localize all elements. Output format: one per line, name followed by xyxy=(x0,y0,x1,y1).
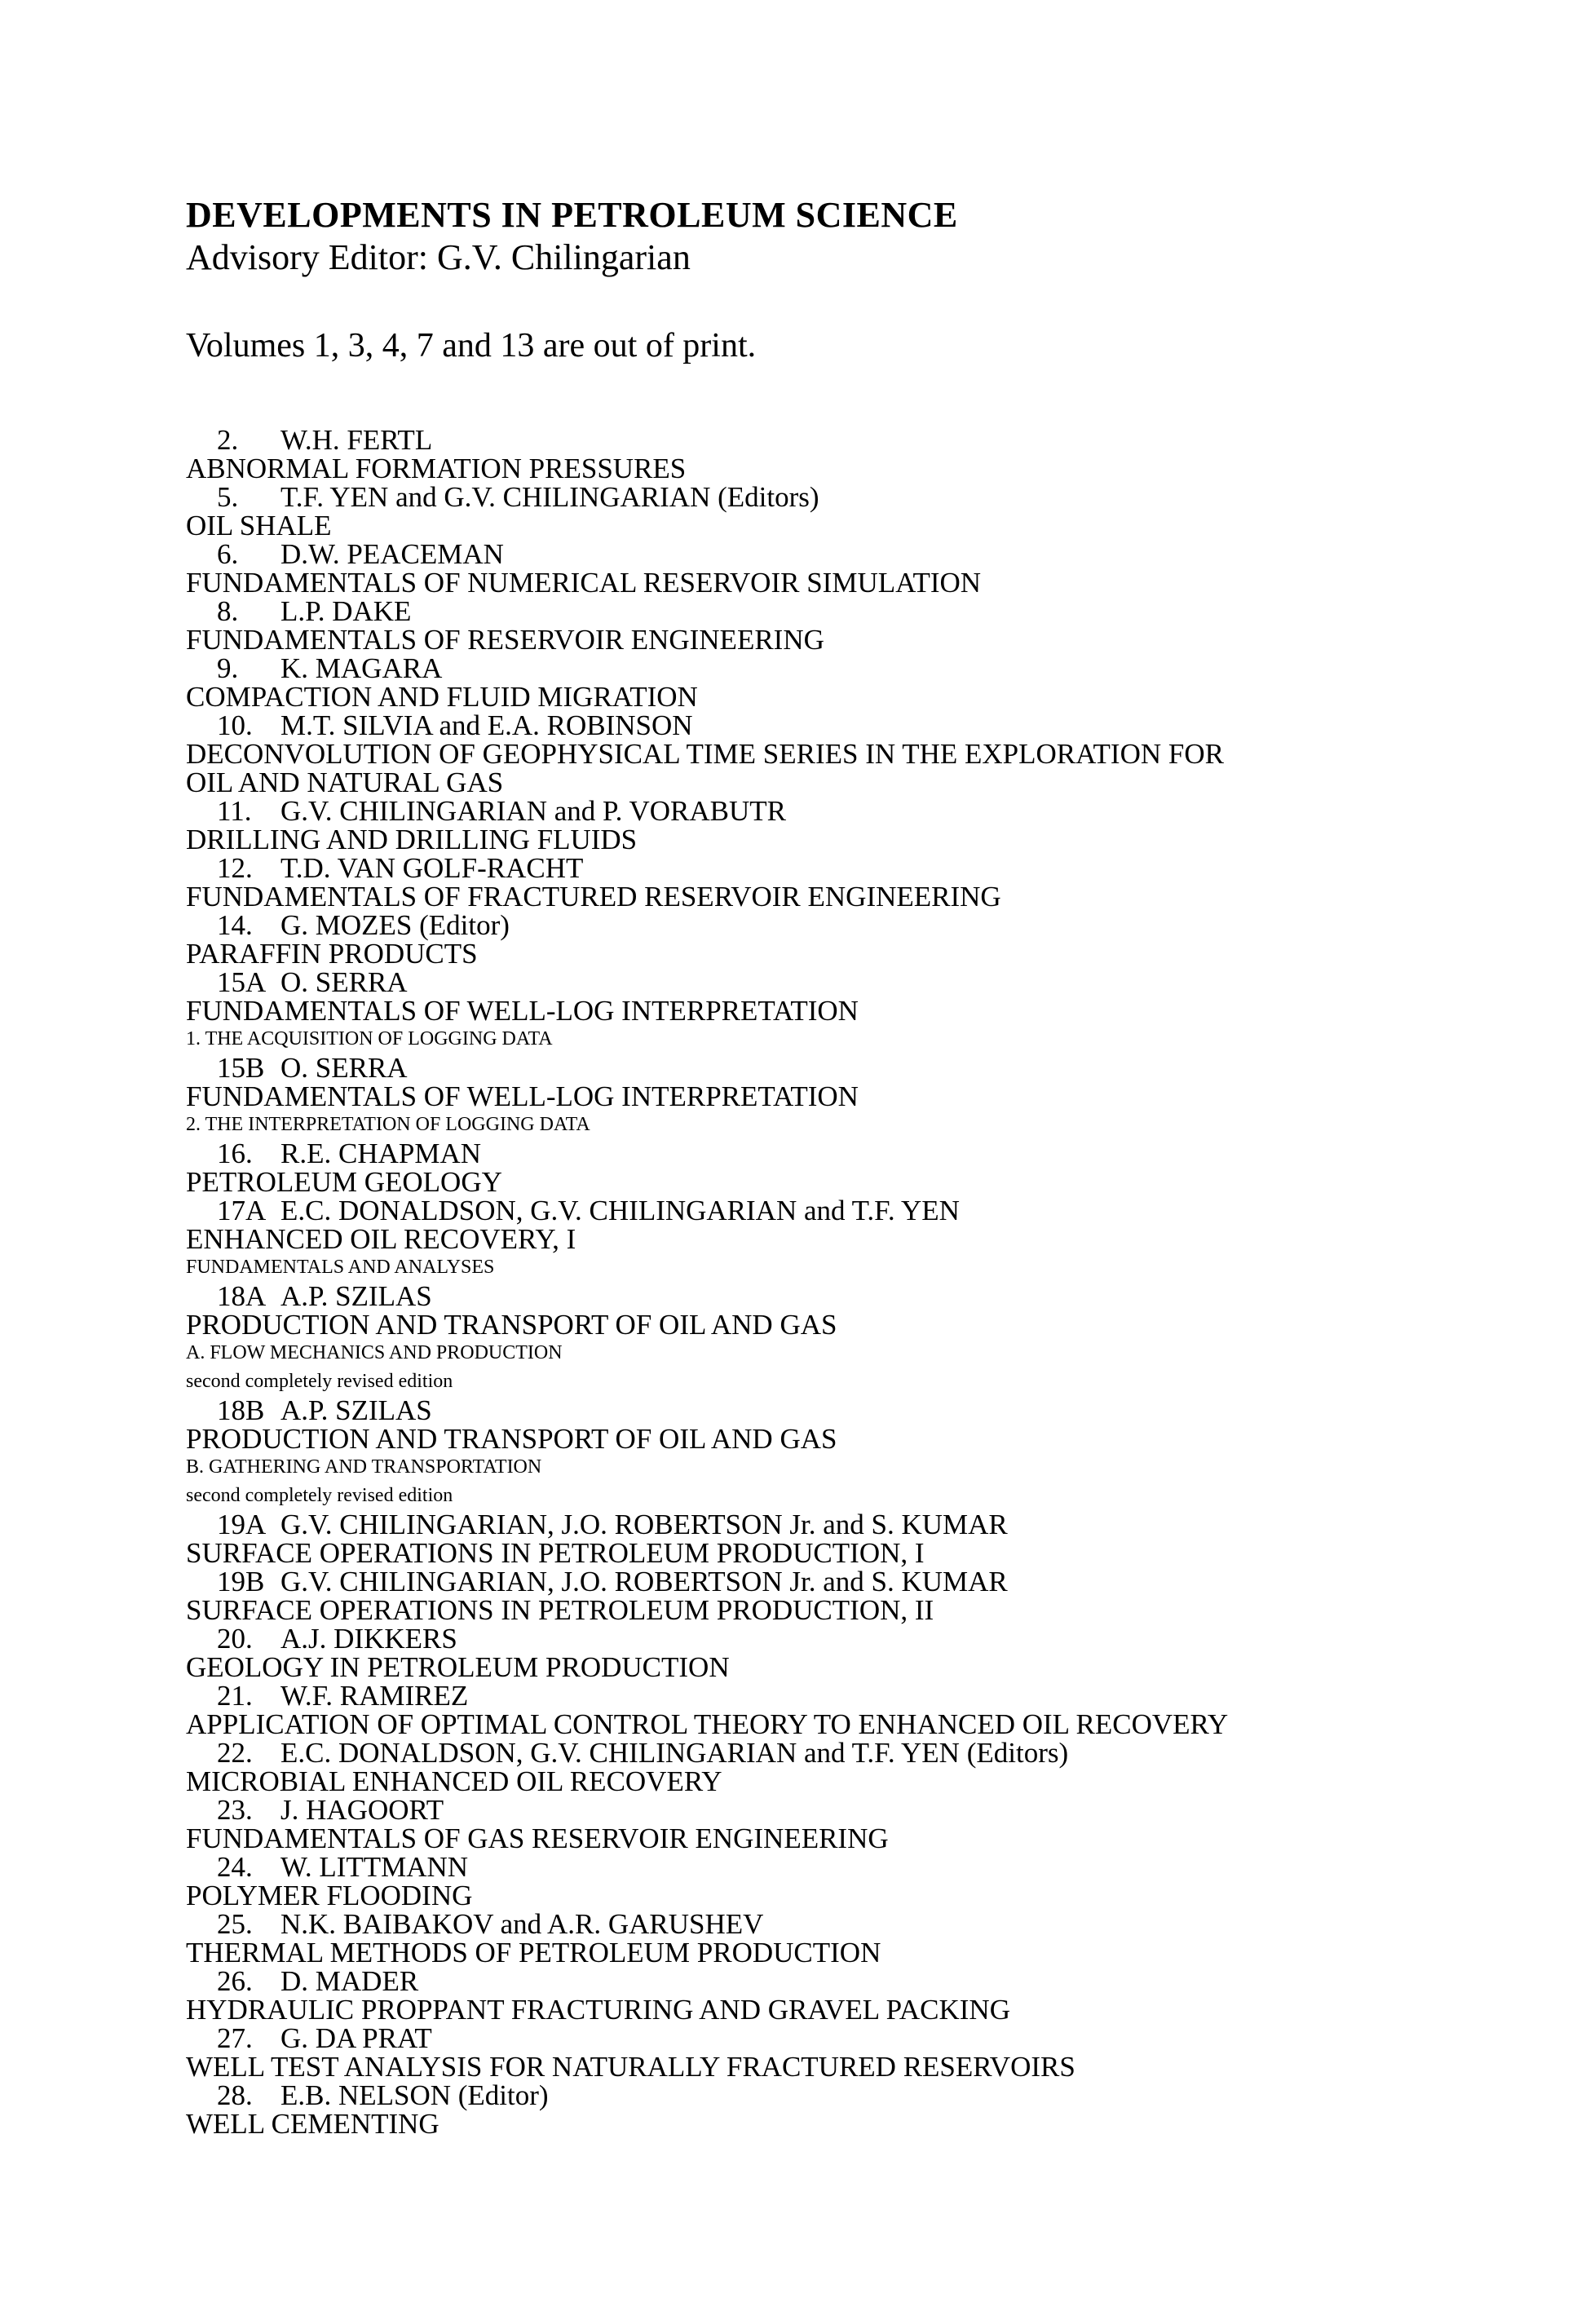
volume-author-line xyxy=(186,1139,1572,1168)
volume-title: FUNDAMENTALS OF WELL-LOG INTERPRETATION xyxy=(186,1080,859,1112)
volume-number: 16. xyxy=(217,1138,253,1169)
out-of-print-note: Volumes 1, 3, 4, 7 and 13 are out of print. xyxy=(186,327,757,365)
volume-number: 8. xyxy=(217,595,239,627)
volume-subtitle: A. FLOW MECHANICS AND PRODUCTION xyxy=(186,1342,563,1363)
volume-title: COMPACTION AND FLUID MIGRATION xyxy=(186,681,698,713)
volume-author: A.J. DIKKERS xyxy=(280,1623,457,1655)
volume-number: 19A xyxy=(217,1509,267,1540)
series-title: DEVELOPMENTS IN PETROLEUM SCIENCE xyxy=(186,195,958,235)
volume-author-line xyxy=(186,854,1572,882)
volume-author-line xyxy=(186,1196,1572,1225)
volume-title: WELL CEMENTING xyxy=(186,2108,439,2140)
volume-edition: second completely revised edition xyxy=(186,1485,453,1506)
volume-title: PRODUCTION AND TRANSPORT OF OIL AND GAS xyxy=(186,1423,837,1455)
volume-title: HYDRAULIC PROPPANT FRACTURING AND GRAVEL PACKING xyxy=(186,1994,1010,2026)
volume-author: G.V. CHILINGARIAN and P. VORABUTR xyxy=(280,795,786,827)
volume-author-line xyxy=(186,1853,1572,1881)
volume-author: E.C. DONALDSON, G.V. CHILINGARIAN and T.F. YEN (Editors) xyxy=(280,1737,1069,1769)
volume-number: 18B xyxy=(217,1394,265,1426)
volume-author: D. MADER xyxy=(280,1965,419,1997)
series-header xyxy=(186,194,1491,279)
volume-title: FUNDAMENTALS OF GAS RESERVOIR ENGINEERING xyxy=(186,1823,889,1854)
volume-number: 10. xyxy=(217,709,253,741)
volume-title: MICROBIAL ENHANCED OIL RECOVERY xyxy=(186,1765,722,1797)
volume-title: FUNDAMENTALS OF RESERVOIR ENGINEERING xyxy=(186,624,824,656)
volume-author: G.V. CHILINGARIAN, J.O. ROBERTSON Jr. and S. KUMAR xyxy=(280,1566,1008,1597)
volume-author: A.P. SZILAS xyxy=(280,1394,432,1426)
volume-author: R.E. CHAPMAN xyxy=(280,1138,482,1169)
volume-author-line xyxy=(186,1910,1572,1938)
volume-subtitle: B. GATHERING AND TRANSPORTATION xyxy=(186,1456,542,1478)
volume-author: N.K. BAIBAKOV and A.R. GARUSHEV xyxy=(280,1908,764,1940)
volume-author-line xyxy=(186,654,1572,683)
volume-number: 27. xyxy=(217,2022,253,2054)
volume-author-line xyxy=(186,1739,1572,1767)
volume-title: ENHANCED OIL RECOVERY, I xyxy=(186,1223,576,1255)
volume-author-line xyxy=(186,540,1572,568)
volume-title: SURFACE OPERATIONS IN PETROLEUM PRODUCTION, II xyxy=(186,1594,934,1626)
volume-author: W. LITTMANN xyxy=(280,1851,469,1883)
volume-author-line xyxy=(186,968,1572,996)
volume-number: 6. xyxy=(217,538,239,570)
volume-author-line xyxy=(186,1624,1572,1653)
volume-author: W.F. RAMIREZ xyxy=(280,1680,469,1712)
volume-author: K. MAGARA xyxy=(280,652,443,684)
volume-title: ABNORMAL FORMATION PRESSURES xyxy=(186,453,687,484)
volume-author-line xyxy=(186,797,1572,825)
volume-author-line xyxy=(186,1510,1572,1539)
volume-author-line xyxy=(186,1796,1572,1824)
volume-author-line xyxy=(186,426,1572,454)
volume-title: GEOLOGY IN PETROLEUM PRODUCTION xyxy=(186,1651,730,1683)
volume-subtitle: 1. THE ACQUISITION OF LOGGING DATA xyxy=(186,1028,553,1049)
volume-author-line xyxy=(186,911,1572,939)
volume-author: M.T. SILVIA and E.A. ROBINSON xyxy=(280,709,693,741)
volume-author-line xyxy=(186,1282,1572,1310)
volume-author: D.W. PEACEMAN xyxy=(280,538,504,570)
volume-author: E.C. DONALDSON, G.V. CHILINGARIAN and T.F. YEN xyxy=(280,1195,960,1226)
volume-title: FUNDAMENTALS OF WELL-LOG INTERPRETATION xyxy=(186,995,859,1027)
volume-author: J. HAGOORT xyxy=(280,1794,444,1826)
volume-title: POLYMER FLOODING xyxy=(186,1880,473,1911)
volume-author: W.H. FERTL xyxy=(280,424,433,456)
volume-number: 22. xyxy=(217,1737,253,1769)
volume-author: E.B. NELSON (Editor) xyxy=(280,2079,549,2111)
volume-title: PARAFFIN PRODUCTS xyxy=(186,938,478,970)
volume-title-continued: OIL AND NATURAL GAS xyxy=(186,767,504,798)
volume-author-line xyxy=(186,1054,1572,1082)
volume-number: 5. xyxy=(217,481,239,513)
volume-number: 26. xyxy=(217,1965,253,1997)
volume-number: 18A xyxy=(217,1280,267,1312)
volume-number: 19B xyxy=(217,1566,265,1597)
volume-author: L.P. DAKE xyxy=(280,595,412,627)
volume-title: FUNDAMENTALS OF FRACTURED RESERVOIR ENGINEERING xyxy=(186,881,1001,912)
volume-number: 28. xyxy=(217,2079,253,2111)
advisory-editor: Advisory Editor: G.V. Chilingarian xyxy=(186,237,691,277)
volume-author-line xyxy=(186,483,1572,511)
volume-number: 21. xyxy=(217,1680,253,1712)
volume-subtitle: FUNDAMENTALS AND ANALYSES xyxy=(186,1257,495,1278)
volume-title: PETROLEUM GEOLOGY xyxy=(186,1166,502,1198)
volume-number: 14. xyxy=(217,909,253,941)
volume-author: G. MOZES (Editor) xyxy=(280,909,510,941)
volume-number: 25. xyxy=(217,1908,253,1940)
volume-author: G. DA PRAT xyxy=(280,2022,432,2054)
volume-author-line xyxy=(186,1681,1572,1710)
volume-title: DECONVOLUTION OF GEOPHYSICAL TIME SERIES IN THE EXPLORATION FOR xyxy=(186,738,1224,770)
volume-author: T.D. VAN GOLF-RACHT xyxy=(280,852,584,884)
volume-author: G.V. CHILINGARIAN, J.O. ROBERTSON Jr. and S. KUMAR xyxy=(280,1509,1008,1540)
volume-author-line xyxy=(186,1567,1572,1596)
volume-number: 15B xyxy=(217,1052,265,1084)
volume-author: T.F. YEN and G.V. CHILINGARIAN (Editors) xyxy=(280,481,819,513)
volume-subtitle: 2. THE INTERPRETATION OF LOGGING DATA xyxy=(186,1114,590,1135)
volume-title: DRILLING AND DRILLING FLUIDS xyxy=(186,824,638,855)
volume-author: O. SERRA xyxy=(280,1052,408,1084)
volume-number: 20. xyxy=(217,1623,253,1655)
volume-number: 2. xyxy=(217,424,239,456)
volume-title: WELL TEST ANALYSIS FOR NATURALLY FRACTURED RESERVOIRS xyxy=(186,2051,1075,2083)
volume-author-line xyxy=(186,711,1572,740)
volume-number: 15A xyxy=(217,966,267,998)
volume-edition: second completely revised edition xyxy=(186,1371,453,1392)
volume-title: OIL SHALE xyxy=(186,510,332,541)
volume-author: A.P. SZILAS xyxy=(280,1280,432,1312)
volume-author: O. SERRA xyxy=(280,966,408,998)
volume-title: SURFACE OPERATIONS IN PETROLEUM PRODUCTION, I xyxy=(186,1537,925,1569)
volume-number: 23. xyxy=(217,1794,253,1826)
volume-author-line xyxy=(186,1396,1572,1425)
volume-author-line xyxy=(186,2024,1572,2052)
volume-title: APPLICATION OF OPTIMAL CONTROL THEORY TO ENHANCED OIL RECOVERY xyxy=(186,1708,1229,1740)
volume-title: THERMAL METHODS OF PETROLEUM PRODUCTION xyxy=(186,1937,881,1968)
volume-number: 12. xyxy=(217,852,253,884)
volume-number: 24. xyxy=(217,1851,253,1883)
volume-number: 9. xyxy=(217,652,239,684)
volume-author-line xyxy=(186,2081,1572,2110)
volume-number: 11. xyxy=(217,795,252,827)
volume-title: FUNDAMENTALS OF NUMERICAL RESERVOIR SIMULATION xyxy=(186,567,982,599)
volume-title: PRODUCTION AND TRANSPORT OF OIL AND GAS xyxy=(186,1309,837,1341)
volume-author-line xyxy=(186,597,1572,625)
volume-number: 17A xyxy=(217,1195,267,1226)
volume-list xyxy=(186,426,1572,2138)
volume-author-line xyxy=(186,1967,1572,1995)
